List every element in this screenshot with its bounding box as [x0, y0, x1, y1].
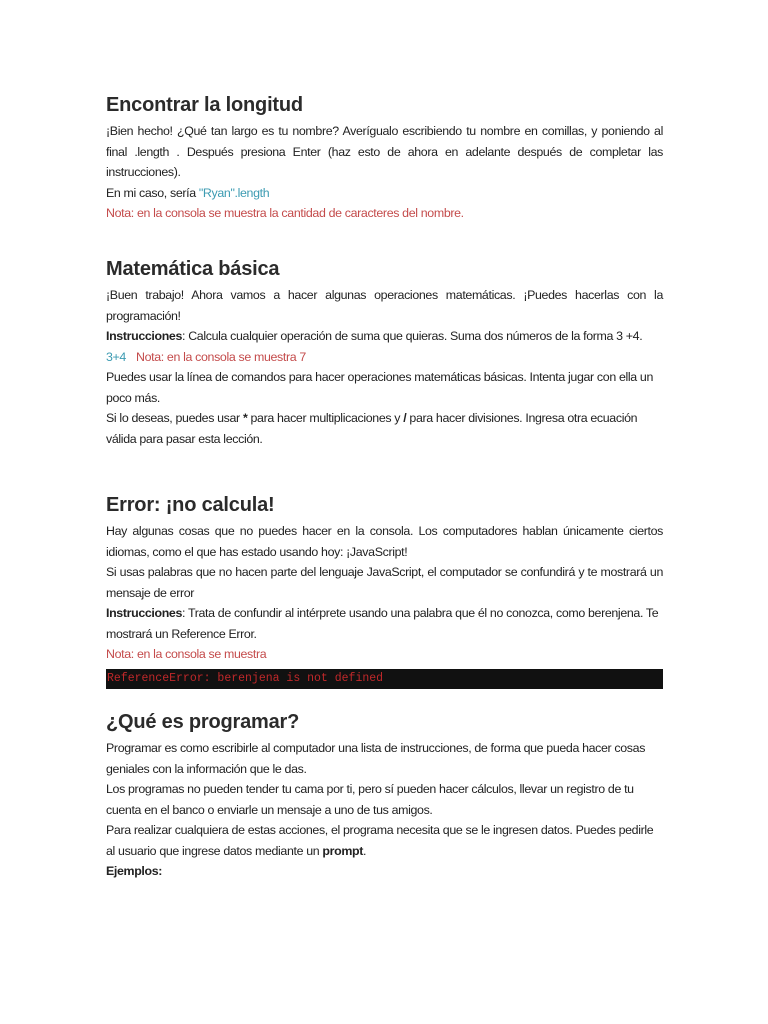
operators-text-b: para hacer multiplicaciones y	[247, 411, 404, 425]
prompt-text-c: .	[363, 843, 367, 858]
example-prefix: En mi caso, sería	[106, 185, 199, 200]
examples-label	[106, 861, 663, 882]
paragraph-programming-prompt	[106, 820, 663, 861]
console-output: ReferenceError: berenjena is not defined	[106, 669, 663, 689]
note-length: Nota: en la consola se muestra la cantidad de caracteres del nombre.	[106, 206, 464, 220]
operator-star: *	[242, 411, 248, 425]
paragraph-math-instructions	[106, 326, 663, 347]
heading-programming: ¿Qué es programar?	[106, 711, 300, 733]
heading-math: Matemática básica	[106, 258, 280, 280]
paragraph-math-console: Puedes usar la línea de comandos para hacer operaciones matemáticas básicas. Intenta jugar con ella un poco más.	[106, 370, 654, 405]
prompt-text-a: Para realizar cualquiera de estas acciones, el programa necesita que se le ingresen datos. Puedes pedirle al usuario que ingrese datos mediante un	[106, 823, 654, 858]
paragraph-math-result	[106, 347, 663, 368]
section-error	[106, 493, 663, 689]
paragraph-length-intro: ¡Bien hecho! ¿Qué tan largo es tu nombre? Averígualo escribiendo tu nombre en comillas, y poniendo al final .length . Después presiona Enter (haz esto de ahora en adelante después de completar las instrucciones).	[106, 124, 663, 179]
instructions-text: : Calcula cualquier operación de suma que quieras. Suma dos números de la forma 3 +4.	[182, 329, 643, 343]
paragraph-programming-programs: Los programas no pueden tender tu cama por ti, pero sí pueden hacer cálculos, llevar un registro de tu cuenta en el banco o enviarle un mensaje a uno de tus amigos.	[106, 782, 634, 817]
section-programming	[106, 710, 663, 882]
examples-text: Ejemplos:	[106, 864, 163, 878]
paragraph-error-words: Si usas palabras que no hacen parte del lenguaje JavaScript, el computador se confundirá y te mostrará un mensaje de error	[106, 565, 663, 600]
paragraph-length-example	[106, 183, 663, 204]
paragraph-math-intro: ¡Buen trabajo! Ahora vamos a hacer algunas operaciones matemáticas. ¡Puedes hacerlas con la programación!	[106, 288, 663, 323]
paragraph-programming-intro: Programar es como escribirle al computador una lista de instrucciones, de forma que pueda hacer cosas geniales con la información que le das.	[106, 741, 646, 776]
code-ryan-length: "Ryan".length	[198, 185, 270, 200]
operators-text-c: para hacer divisiones. Ingresa otra ecuación válida para pasar esta lección.	[106, 411, 638, 446]
paragraph-math-operators	[106, 408, 663, 449]
prompt-keyword: prompt	[322, 843, 363, 858]
operators-text-a: Si lo deseas, puedes usar	[106, 411, 243, 425]
section-math	[106, 257, 663, 449]
heading-length: Encontrar la longitud	[106, 94, 303, 116]
operator-slash: /	[403, 411, 407, 425]
paragraph-error-intro: Hay algunas cosas que no puedes hacer en la consola. Los computadores hablan únicamente ciertos idiomas, como el que has estado usando hoy: ¡JavaScript!	[106, 524, 663, 559]
instructions-text: : Trata de confundir al intérprete usando una palabra que él no conozca, como berenjena. Te mostrará un Reference Error.	[106, 606, 659, 641]
note-error: Nota: en la consola se muestra	[106, 647, 267, 661]
instructions-label: Instrucciones	[106, 329, 183, 343]
paragraph-error-instructions	[106, 603, 663, 644]
section-length	[106, 93, 663, 224]
instructions-label: Instrucciones	[106, 606, 183, 620]
code-3-plus-4: 3+4	[106, 349, 126, 364]
heading-error: Error: ¡no calcula!	[106, 494, 275, 516]
note-math: Nota: en la consola se muestra 7	[135, 349, 306, 364]
